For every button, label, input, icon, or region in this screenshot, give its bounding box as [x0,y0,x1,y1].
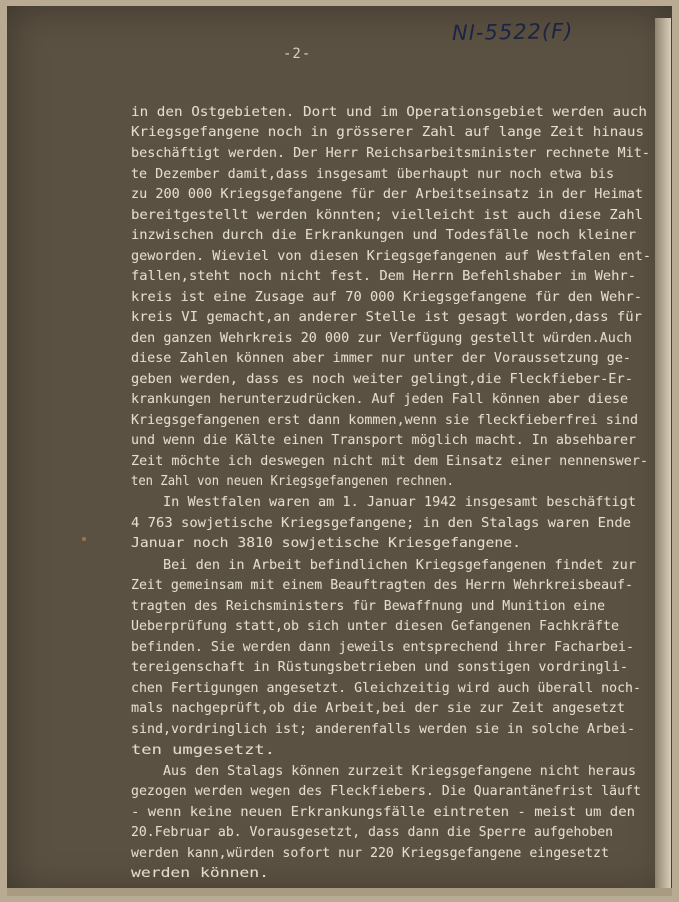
text-line: sind,vordringlich ist; anderenfalls werden sie in solche Arbei- [131,722,635,737]
text-line: te Dezember damit,dass insgesamt überhaupt nur noch etwa bis [131,167,614,182]
text-line: werden können. [131,866,269,881]
text-line: kreis VI gemacht,an anderer Stelle ist gesagt worden,dass für [131,310,642,325]
text-line: Januar noch 3810 sowjetische Kriesgefangene. [131,536,521,551]
text-line: geworden. Wieviel von diesen Kriegsgefangenen auf Westfalen ent- [131,249,651,264]
text-line: kreis ist eine Zusage auf 70 000 Kriegsgefangene für den Wehr- [131,290,642,305]
text-line: Ueberprüfung statt,ob sich unter diesen Gefangenen Fachkräfte [131,619,619,634]
text-line: ten umgesetzt. [131,743,275,758]
text-line: Bei den in Arbeit befindlichen Kriegsgefangenen findet zur [163,558,636,573]
text-line: tereigenschaft in Rüstungsbetrieben und sonstigen vordringli- [131,660,628,675]
page-number: -2- [283,46,312,62]
text-line: Zeit möchte ich deswegen nicht mit dem Einsatz einer nennenswer- [131,454,648,469]
text-line: 20.Februar ab. Vorausgesetzt, dass dann die Sperre aufgehoben [131,825,613,840]
text-line: krankungen herunterzudrücken. Auf jeden Fall können aber diese [131,392,628,407]
text-line: bereitgestellt werden könnten; vielleicht ist auch diese Zahl [131,208,643,223]
text-line: werden kann,würden sofort nur 220 Kriegsgefangene eingesetzt [131,846,609,861]
reference-stamp: NI-5522(F) [451,18,574,46]
text-line: beschäftigt werden. Der Herr Reichsarbeitsminister rechnete Mit- [131,146,650,161]
text-line: Kriegsgefangene noch in grösserer Zahl auf lange Zeit hinaus [131,125,644,140]
text-line: in den Ostgebieten. Dort und im Operationsgebiet werden auch [131,105,647,120]
text-line: chen Fertigungen angesetzt. Gleichzeitig wird auch überall noch- [131,681,641,696]
text-line: geben werden, dass es noch weiter gelingt,die Fleckfieber-Er- [131,372,633,387]
text-line: mals nachgeprüft,ob die Arbeit,bei der sie zur Zeit angesetzt [131,701,625,716]
text-line: - wenn keine neuen Erkrankungsfälle eintreten - meist um den [131,805,635,820]
text-line: ten Zahl von neuen Kriegsgefangenen rechnen. [131,474,454,489]
text-line: zu 200 000 Kriegsgefangene für der Arbeitseinsatz in der Heimat [131,187,643,202]
text-line: In Westfalen waren am 1. Januar 1942 insgesamt beschäftigt [163,495,636,510]
text-line: fallen,steht noch nicht fest. Dem Herrn Befehlshaber im Wehr- [131,269,636,284]
text-line: Aus den Stalags können zurzeit Kriegsgefangene nicht heraus [163,764,636,779]
text-line: den ganzen Wehrkreis 20 000 zur Verfügung gestellt würden.Auch [131,331,632,346]
text-line: und wenn die Kälte einen Transport möglich macht. In absehbarer [131,433,636,448]
text-line: 4 763 sowjetische Kriegsgefangene; in den Stalags waren Ende [131,516,631,531]
text-line: Kriegsgefangenen erst dann kommen,wenn sie fleckfieberfrei sind [131,413,638,428]
text-line: inzwischen durch die Erkrankungen und Todesfälle noch kleiner [131,228,636,243]
text-line: Zeit gemeinsam mit einem Beauftragten des Herrn Wehrkreisbeauf- [131,578,633,593]
text-line: tragten des Reichsministers für Bewaffnung und Munition eine [131,599,605,614]
text-line: befinden. Sie werden dann jeweils entsprechend ihrer Facharbei- [131,640,634,655]
text-line: gezogen werden wegen des Fleckfiebers. Die Quarantänefrist läuft [131,784,641,799]
text-line: diese Zahlen können aber immer nur unter der Voraussetzung ge- [131,351,631,366]
